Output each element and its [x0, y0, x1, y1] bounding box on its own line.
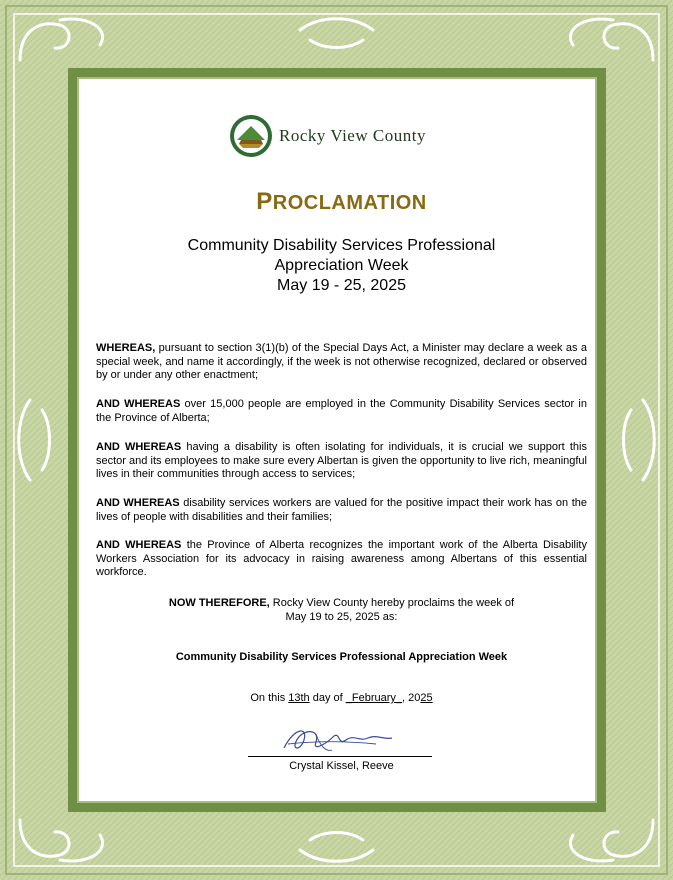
- whereas-paragraph-4: [96, 497, 587, 524]
- signatory-name: Crystal Kissel, Reeve: [289, 760, 394, 772]
- proclamation-subtitle: [96, 236, 587, 296]
- date-day: 13th: [288, 692, 310, 704]
- date-line: [96, 691, 587, 705]
- para-lead: AND WHEREAS: [96, 398, 181, 410]
- now-therefore-text: Rocky View County hereby proclaims the week of: [269, 597, 515, 609]
- para-text: over 15,000 people are employed in the Community Disability Services sector in the Province of Alberta;: [96, 398, 587, 424]
- para-text: pursuant to section 3(1)(b) of the Special Days Act, a Minister may declare a week as a special week, and name it accordingly, if the week is not otherwise recognized, declared or observed by or under any other enactment;: [96, 342, 587, 382]
- county-logo: [229, 110, 454, 162]
- para-lead: AND WHEREAS: [96, 441, 182, 453]
- para-lead: AND WHEREAS: [96, 539, 182, 551]
- mountain-logo-icon: [229, 114, 273, 158]
- signature-image: [276, 722, 396, 758]
- whereas-paragraph-2: [96, 398, 587, 425]
- now-therefore-line-1: [96, 596, 587, 610]
- para-lead: WHEREAS,: [96, 342, 156, 354]
- now-therefore-line-2: May 19 to 25, 2025 as:: [285, 611, 398, 623]
- proclamation-title: [96, 188, 587, 216]
- title-initial: P: [256, 188, 273, 215]
- subtitle-line-2: Appreciation Week: [274, 257, 409, 274]
- para-text: having a disability is often isolating for individuals, it is crucial we support this sector and its employees to make sure every Albertan is given the opportunity to live rich, meaningful lives in their communities through access to services;: [96, 441, 587, 481]
- date-mid: day of: [309, 692, 346, 704]
- title-rest: ROCLAMATION: [272, 192, 427, 214]
- signature-line: [248, 756, 432, 757]
- proclaimed-title: Community Disability Services Professional Appreciation Week: [175, 651, 508, 663]
- para-text: the Province of Alberta recognizes the important work of the Alberta Disability Workers Association for its advocacy in raising awareness among Albertans of this essential workforce.: [96, 539, 587, 579]
- date-month: _February_: [345, 692, 403, 704]
- whereas-paragraph-3: [96, 441, 587, 482]
- now-therefore: [96, 596, 587, 624]
- whereas-paragraph-1: [96, 342, 587, 383]
- date-prefix: On this: [250, 692, 289, 704]
- now-therefore-lead: NOW THEREFORE,: [168, 597, 270, 609]
- para-lead: AND WHEREAS: [96, 497, 180, 509]
- subtitle-line-1: Community Disability Services Professional: [187, 237, 496, 254]
- whereas-paragraph-5: [96, 539, 587, 580]
- date-year: 25: [420, 692, 433, 704]
- para-text: disability services workers are valued for the positive impact their work has on the lives of people with disabilities and their families;: [96, 497, 587, 523]
- date-sep: , 20: [402, 692, 421, 704]
- subtitle-line-3: May 19 - 25, 2025: [277, 277, 406, 294]
- county-name: Rocky View County: [279, 126, 426, 145]
